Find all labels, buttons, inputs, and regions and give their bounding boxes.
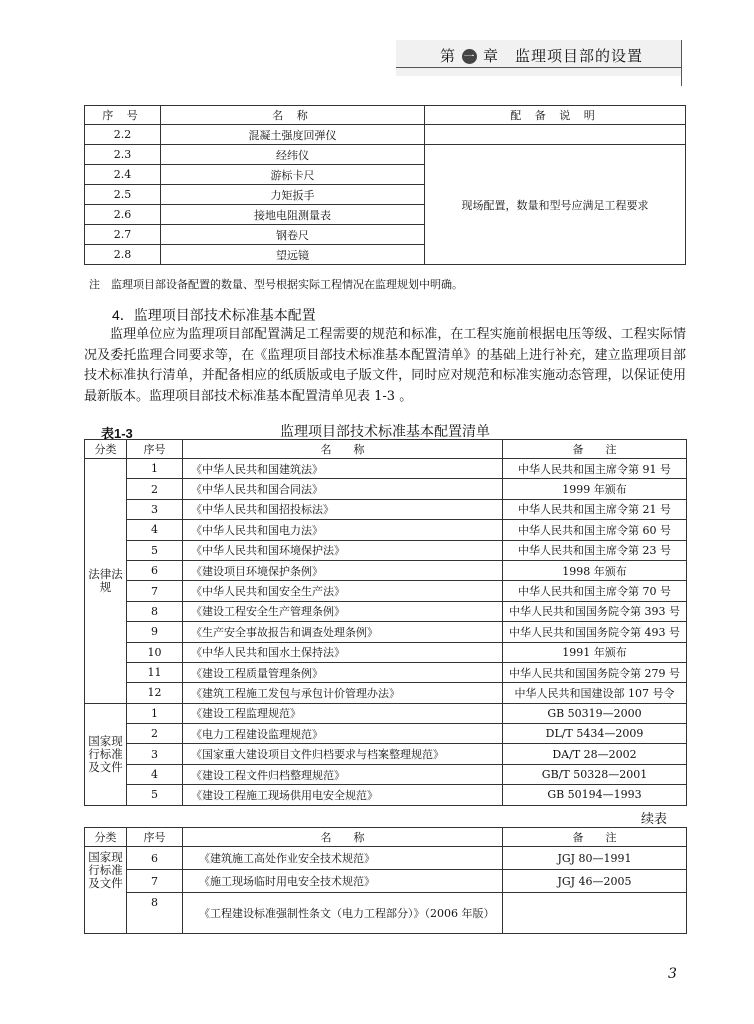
table-row bbox=[85, 560, 687, 580]
row-remark: 中华人民共和国国务院令第 493 号 bbox=[503, 622, 687, 642]
col-header-no: 序 号 bbox=[85, 106, 161, 125]
row-no: 12 bbox=[127, 683, 183, 703]
row-remark: JGJ 80—1991 bbox=[503, 847, 687, 870]
row-name: 钢卷尺 bbox=[161, 225, 425, 245]
paragraph-text: 监理单位应为监理项目部配置满足工程需要的规范和标准，在工程实施前根据电压等级、工程实际情况及委托监理合同要求等，在《监理项目部技术标准基本配置清单》的基础上进行补充，建立监理项目部技术标准执行清单，并配备相应的纸质版或电子版文件，同时应对规范和标准实施动态管理，以保证使用最新版本。监理项目部技术标准基本配置清单见表 1-3 。 bbox=[84, 327, 686, 404]
row-no: 4 bbox=[127, 764, 183, 784]
row-no: 9 bbox=[127, 622, 183, 642]
row-remark: DL/T 5434—2009 bbox=[503, 724, 687, 744]
row-no: 5 bbox=[127, 540, 183, 560]
merged-config-note: 现场配置，数量和型号应满足工程要求 bbox=[425, 145, 686, 265]
table-row bbox=[85, 499, 687, 519]
row-name: 游标卡尺 bbox=[161, 165, 425, 185]
row-name: 《建设工程质量管理条例》 bbox=[183, 662, 503, 682]
table-row bbox=[85, 703, 687, 723]
row-no: 2 bbox=[127, 479, 183, 499]
row-no: 2.2 bbox=[85, 125, 161, 145]
col-header-name: 名 称 bbox=[183, 828, 503, 847]
row-name: 经纬仪 bbox=[161, 145, 425, 165]
row-name: 《中华人民共和国水土保持法》 bbox=[183, 642, 503, 662]
table-row bbox=[85, 520, 687, 540]
row-remark: 中华人民共和国建设部 107 号令 bbox=[503, 683, 687, 703]
col-header-remark: 备 注 bbox=[503, 440, 687, 459]
col-header-name: 名 称 bbox=[161, 106, 425, 125]
equipment-table bbox=[84, 105, 686, 265]
col-header-category: 分类 bbox=[85, 440, 127, 459]
page-number: 3 bbox=[668, 966, 677, 982]
table-row bbox=[85, 764, 687, 784]
row-remark: 1991 年颁布 bbox=[503, 642, 687, 662]
chapter-header bbox=[440, 45, 680, 66]
table-row bbox=[85, 642, 687, 662]
row-no: 3 bbox=[127, 744, 183, 764]
row-no: 6 bbox=[127, 560, 183, 580]
table-row bbox=[85, 662, 687, 682]
row-no: 2.8 bbox=[85, 245, 161, 265]
standards-table bbox=[84, 439, 687, 806]
table-header-row bbox=[85, 828, 687, 847]
table-row bbox=[85, 847, 687, 870]
row-no: 6 bbox=[127, 847, 183, 870]
row-remark: 中华人民共和国主席令第 23 号 bbox=[503, 540, 687, 560]
row-name: 《建筑施工高处作业安全技术规范》 bbox=[183, 847, 503, 870]
chapter-suffix: 章 bbox=[483, 47, 500, 65]
col-header-remark: 备 注 bbox=[503, 828, 687, 847]
row-no: 2.5 bbox=[85, 185, 161, 205]
row-remark: 中华人民共和国国务院令第 393 号 bbox=[503, 601, 687, 621]
row-no: 1 bbox=[127, 459, 183, 479]
row-no: 1 bbox=[127, 703, 183, 723]
row-no: 5 bbox=[127, 785, 183, 805]
row-name: 《建设项目环境保护条例》 bbox=[183, 560, 503, 580]
row-no: 4 bbox=[127, 520, 183, 540]
row-name: 《中华人民共和国合同法》 bbox=[183, 479, 503, 499]
row-name: 望远镜 bbox=[161, 245, 425, 265]
table-row bbox=[85, 145, 686, 165]
row-remark: 中华人民共和国国务院令第 279 号 bbox=[503, 662, 687, 682]
row-remark: 1998 年颁布 bbox=[503, 560, 687, 580]
table-caption-label: 表1-3 bbox=[101, 426, 133, 441]
row-config-empty bbox=[425, 125, 686, 145]
table-note: 注 监理项目部设备配置的数量、型号根据实际工程情况在监理规划中明确。 bbox=[89, 278, 463, 291]
col-header-config: 配 备 说 明 bbox=[425, 106, 686, 125]
row-name: 《建设工程施工现场供用电安全规范》 bbox=[183, 785, 503, 805]
table-header-row bbox=[85, 106, 686, 125]
row-no: 8 bbox=[127, 601, 183, 621]
row-name: 力矩扳手 bbox=[161, 185, 425, 205]
category-cell: 法律法规 bbox=[85, 459, 127, 704]
row-no: 8 bbox=[127, 893, 183, 934]
section-title: 4．监理项目部技术标准基本配置 bbox=[112, 307, 316, 323]
standards-table-continued bbox=[84, 827, 687, 934]
row-remark bbox=[503, 893, 687, 934]
row-no: 7 bbox=[127, 870, 183, 893]
table-caption-title: 监理项目部技术标准基本配置清单 bbox=[280, 423, 490, 439]
row-name: 《电力工程建设监理规范》 bbox=[183, 724, 503, 744]
table-row bbox=[85, 581, 687, 601]
row-no: 3 bbox=[127, 499, 183, 519]
header-vertical-rule bbox=[681, 40, 682, 86]
row-remark: 中华人民共和国主席令第 21 号 bbox=[503, 499, 687, 519]
row-name: 《中华人民共和国环境保护法》 bbox=[183, 540, 503, 560]
row-name: 《建设工程文件归档整理规范》 bbox=[183, 764, 503, 784]
table-row bbox=[85, 459, 687, 479]
row-no: 2.6 bbox=[85, 205, 161, 225]
row-remark: GB/T 50328—2001 bbox=[503, 764, 687, 784]
table-row bbox=[85, 744, 687, 764]
category-cell: 国家现行标准及文件 bbox=[85, 703, 127, 805]
row-no: 2 bbox=[127, 724, 183, 744]
row-remark: GB 50319—2000 bbox=[503, 703, 687, 723]
row-name: 《中华人民共和国建筑法》 bbox=[183, 459, 503, 479]
row-name: 《国家重大建设项目文件归档要求与档案整理规范》 bbox=[183, 744, 503, 764]
row-no: 2.4 bbox=[85, 165, 161, 185]
row-remark: GB 50194—1993 bbox=[503, 785, 687, 805]
row-name: 接地电阻测量表 bbox=[161, 205, 425, 225]
row-name: 《生产安全事故报告和调查处理条例》 bbox=[183, 622, 503, 642]
row-name: 《中华人民共和国招投标法》 bbox=[183, 499, 503, 519]
col-header-category: 分类 bbox=[85, 828, 127, 847]
row-name: 混凝土强度回弹仪 bbox=[161, 125, 425, 145]
row-name: 《建设工程监理规范》 bbox=[183, 703, 503, 723]
row-name: 《中华人民共和国电力法》 bbox=[183, 520, 503, 540]
table-row bbox=[85, 893, 687, 934]
col-header-name: 名 称 bbox=[183, 440, 503, 459]
chapter-prefix: 第 bbox=[440, 47, 457, 65]
col-header-no: 序号 bbox=[127, 828, 183, 847]
row-name: 《施工现场临时用电安全技术规范》 bbox=[183, 870, 503, 893]
table-row bbox=[85, 601, 687, 621]
body-paragraph bbox=[84, 325, 686, 407]
chapter-title: 监理项目部的设置 bbox=[515, 47, 644, 65]
chapter-number: 一 bbox=[463, 50, 476, 63]
row-remark: 中华人民共和国主席令第 70 号 bbox=[503, 581, 687, 601]
table-row bbox=[85, 125, 686, 145]
table-header-row bbox=[85, 440, 687, 459]
table-row bbox=[85, 683, 687, 703]
row-no: 2.7 bbox=[85, 225, 161, 245]
row-no: 10 bbox=[127, 642, 183, 662]
row-no: 2.3 bbox=[85, 145, 161, 165]
row-remark: DA/T 28—2002 bbox=[503, 744, 687, 764]
row-remark: 中华人民共和国主席令第 91 号 bbox=[503, 459, 687, 479]
table-row bbox=[85, 540, 687, 560]
row-remark: 中华人民共和国主席令第 60 号 bbox=[503, 520, 687, 540]
row-remark: JGJ 46—2005 bbox=[503, 870, 687, 893]
table-row bbox=[85, 622, 687, 642]
row-no: 7 bbox=[127, 581, 183, 601]
category-cell: 国家现行标准及文件 bbox=[85, 847, 127, 934]
header-rule bbox=[396, 67, 682, 68]
row-remark: 1999 年颁布 bbox=[503, 479, 687, 499]
row-name: 《建设工程安全生产管理条例》 bbox=[183, 601, 503, 621]
continued-label: 续表 bbox=[641, 812, 668, 827]
table-row bbox=[85, 870, 687, 893]
col-header-no: 序号 bbox=[127, 440, 183, 459]
row-name: 《建筑工程施工发包与承包计价管理办法》 bbox=[183, 683, 503, 703]
table-row bbox=[85, 785, 687, 805]
row-name: 《中华人民共和国安全生产法》 bbox=[183, 581, 503, 601]
row-name: 《工程建设标准强制性条文（电力工程部分）》（2006 年版） bbox=[183, 893, 503, 934]
table-row bbox=[85, 724, 687, 744]
table-row bbox=[85, 479, 687, 499]
row-no: 11 bbox=[127, 662, 183, 682]
